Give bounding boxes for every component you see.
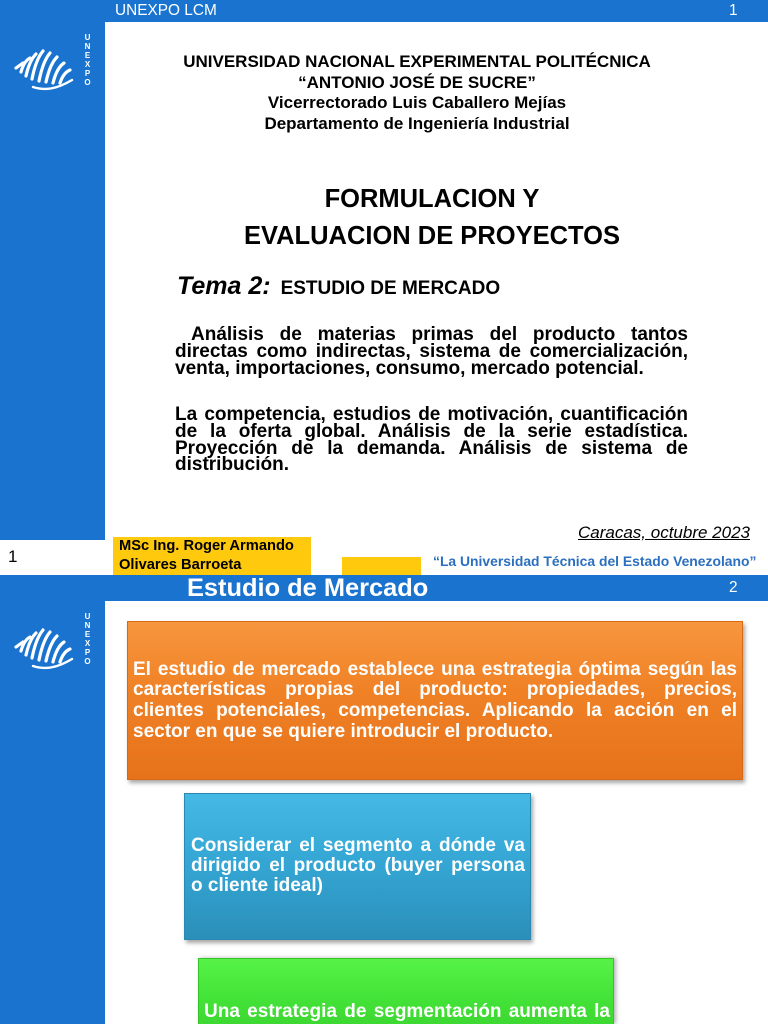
box-text-line: Una estrategia de segmentación aumenta la [204, 1000, 610, 1022]
course-title-line-2: EVALUACION DE PROYECTOS [244, 222, 620, 250]
paragraph-line: directas como indirectas, sistema de comercialización, [175, 340, 688, 362]
topic-heading [177, 271, 500, 305]
unexpo-logo-icon [13, 41, 77, 91]
box-text-line: sector en que se quiere introducir el producto. [133, 720, 554, 742]
university-motto: “La Universidad Técnica del Estado Venezolano” [433, 553, 757, 569]
paragraph-line: de la oferta global. Análisis de la serie estadística. [175, 420, 688, 442]
unexpo-logo [13, 31, 95, 95]
unexpo-logo-icon [13, 620, 77, 670]
highlight-block [342, 557, 421, 575]
author-name-line-2: Olivares Barroeta [119, 557, 242, 573]
slide-2-sidebar [0, 601, 105, 1024]
market-study-definition-box [127, 621, 743, 780]
vice-rectorate: Vicerrectorado Luis Caballero Mejías [267, 93, 567, 113]
description-paragraph-2 [175, 404, 688, 476]
logo-lettering: UNEXPO [83, 33, 92, 87]
paragraph-line: Análisis de materias primas del producto tantos [191, 324, 688, 345]
slide-2 [0, 575, 768, 1024]
paragraph-line: venta, importaciones, consumo, mercado potencial. [175, 357, 644, 379]
box-text [204, 1002, 610, 1023]
university-namesake: “ANTONIO JOSÉ DE SUCRE” [298, 72, 536, 92]
unexpo-logo [13, 610, 95, 674]
slide-1-header-bar [0, 0, 768, 22]
header-title: UNEXPO LCM [115, 2, 217, 19]
slide-title: Estudio de Mercado [187, 575, 429, 602]
paragraph-line: distribución. [175, 454, 289, 476]
header-slide-number: 2 [729, 579, 738, 596]
segmentation-strategy-box [198, 958, 614, 1024]
box-text-line: clientes potenciales, competencias. Aplicando la acción en el [133, 700, 737, 721]
box-text-line: Considerar el segmento a dónde va [191, 835, 525, 856]
course-title-line-1: FORMULACION Y [324, 185, 540, 213]
page-number: 1 [8, 547, 18, 566]
author-name-line-1: MSc Ing. Roger Armando [119, 538, 294, 554]
university-name: UNIVERSIDAD NACIONAL EXPERIMENTAL POLITÉCNICA [183, 52, 651, 71]
slide-1-sidebar [0, 22, 105, 540]
institution-heading [117, 52, 717, 135]
author-box [113, 537, 311, 575]
department-name: Departamento de Ingeniería Industrial [264, 114, 570, 134]
header-slide-number: 1 [729, 2, 738, 19]
paragraph-line: Proyección de la demanda. Análisis de sistema de [175, 437, 688, 459]
description-paragraph-1 [175, 324, 688, 379]
box-text-line: dirigido el producto (buyer persona [191, 855, 525, 876]
topic-title: ESTUDIO DE MERCADO [280, 278, 501, 299]
box-text [191, 836, 525, 896]
slide-2-header-bar [0, 575, 768, 601]
logo-lettering: UNEXPO [83, 612, 92, 666]
topic-prefix: Tema 2: [177, 272, 271, 300]
place-date: Caracas, octubre 2023 [578, 523, 750, 542]
box-text-line: El estudio de mercado establece una estrategia óptima según las [133, 658, 737, 680]
box-text-line: o cliente ideal) [191, 875, 323, 896]
box-text-line: características propias del producto: propiedades, precios, [133, 679, 737, 701]
box-text [133, 660, 737, 743]
segment-box [184, 793, 531, 940]
course-title [232, 181, 632, 255]
paragraph-line: La competencia, estudios de motivación, cuantificación [175, 404, 688, 425]
